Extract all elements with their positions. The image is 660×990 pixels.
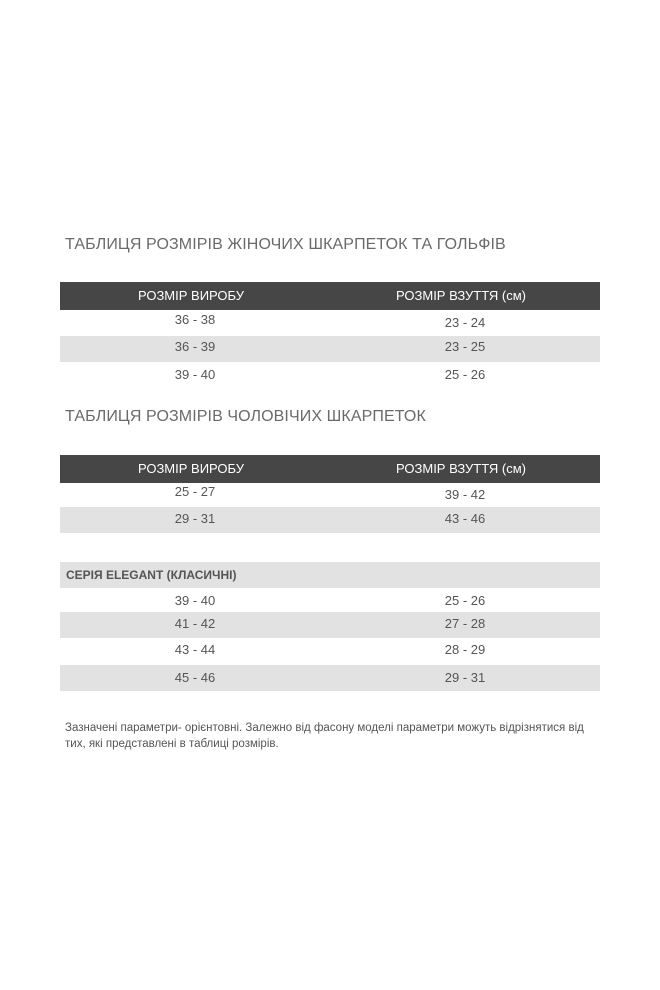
elegant-row-1-shoe: 27 - 28: [444, 616, 486, 631]
elegant-row-3-shoe: 29 - 31: [444, 670, 486, 685]
table-row: [60, 638, 600, 664]
men-row-0-product: 25 - 27: [174, 484, 216, 499]
women-row-0-shoe: 23 - 24: [444, 315, 486, 330]
table-row: [60, 588, 600, 614]
table-row: [60, 483, 600, 509]
men-header-product-size: РОЗМІР ВИРОБУ: [137, 461, 245, 476]
table-row: [60, 336, 600, 362]
elegant-row-2-shoe: 28 - 29: [444, 642, 486, 657]
men-table-title: ТАБЛИЦЯ РОЗМІРІВ ЧОЛОВІЧИХ ШКАРПЕТОК: [65, 408, 426, 425]
elegant-row-3-product: 45 - 46: [174, 670, 216, 685]
table-row: [60, 507, 600, 533]
women-row-0-product: 36 - 38: [174, 312, 216, 327]
table-row: [60, 362, 600, 388]
women-row-2-shoe: 25 - 26: [444, 367, 486, 382]
women-row-1-shoe: 23 - 25: [444, 339, 486, 354]
men-header-shoe-size: РОЗМІР ВЗУТТЯ (см): [396, 461, 526, 476]
women-header-shoe-size: РОЗМІР ВЗУТТЯ (см): [396, 288, 526, 303]
men-row-1-shoe: 43 - 46: [444, 511, 486, 526]
table-row: [60, 665, 600, 691]
elegant-row-0-shoe: 25 - 26: [444, 593, 486, 608]
elegant-series-heading: [60, 562, 600, 588]
men-row-1-product: 29 - 31: [174, 511, 216, 526]
elegant-row-1-product: 41 - 42: [174, 616, 216, 631]
women-row-1-product: 36 - 39: [174, 339, 216, 354]
women-header-product-size: РОЗМІР ВИРОБУ: [137, 288, 245, 303]
women-table-title: ТАБЛИЦЯ РОЗМІРІВ ЖІНОЧИХ ШКАРПЕТОК ТА ГОЛЬФІВ: [65, 236, 506, 253]
women-table-header: [60, 282, 600, 310]
elegant-series-label: СЕРІЯ ELEGANT (КЛАСИЧНІ): [66, 568, 237, 582]
women-row-2-product: 39 - 40: [174, 367, 216, 382]
elegant-row-2-product: 43 - 44: [174, 642, 216, 657]
men-table-header: [60, 455, 600, 483]
table-row: [60, 310, 600, 336]
men-row-0-shoe: 39 - 42: [444, 487, 486, 502]
size-disclaimer-note: Зазначені параметри- орієнтовні. Залежно від фасону моделі параметри можуть відрізнятися від тих, які представлені в таблиці розмірів.: [65, 722, 584, 750]
table-row: [60, 612, 600, 638]
elegant-row-0-product: 39 - 40: [174, 593, 216, 608]
